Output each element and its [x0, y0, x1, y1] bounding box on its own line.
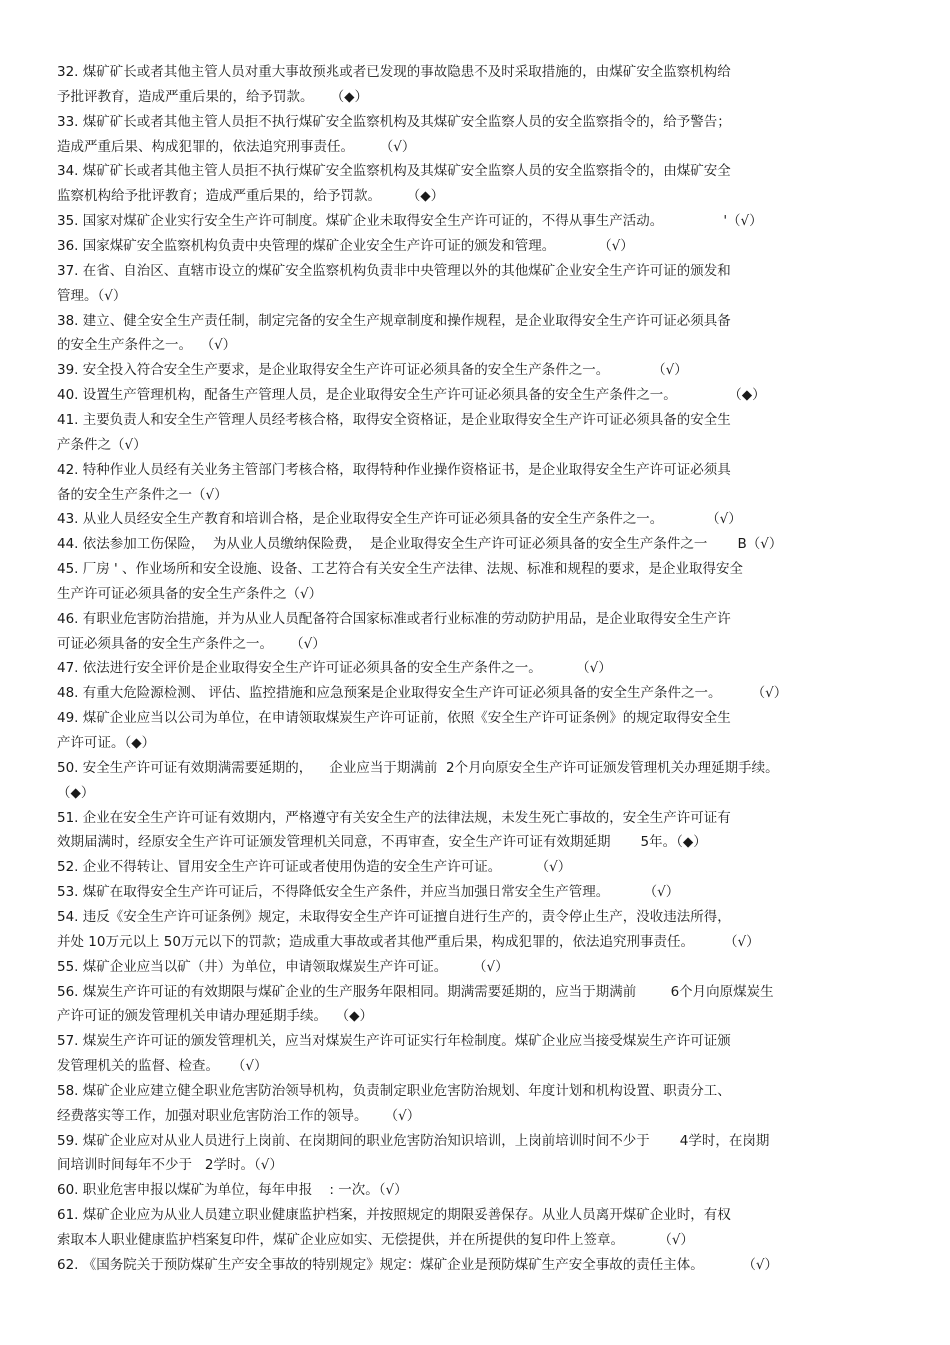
text-line: 的安全生产条件之一。 （√）	[57, 337, 237, 354]
text-line: 43. 从业人员经安全生产教育和培训合格，是企业取得安全生产许可证必须具备的安全生产条件之一。 （√）	[57, 511, 742, 528]
text-line: 产许可证。（◆）	[57, 735, 156, 751]
text-line: 并处 10万元以上 50万元以下的罚款；造成重大事故或者其他严重后果，构成犯罪的，依法追究刑事责任。 （√）	[57, 933, 760, 950]
text-line: 产许可证的颁发管理机关申请办理延期手续。 （◆）	[57, 1008, 373, 1025]
text-line: 54. 违反《安全生产许可证条例》规定，未取得安全生产许可证擅自进行生产的，责令停止生产，没收违法所得，	[57, 908, 731, 925]
text-line: 42. 特种作业人员经有关业务主管部门考核合格，取得特种作业操作资格证书，是企业取得安全生产许可证必须具	[57, 461, 731, 478]
text-line: 44. 依法参加工伤保险， 为从业人员缴纳保险费， 是企业取得安全生产许可证必须具备的安全生产条件之一 B（√）	[57, 536, 783, 553]
text-line: 55. 煤矿企业应当以矿（井）为单位，申请领取煤炭生产许可证。 （√）	[57, 958, 509, 975]
text-line: 47. 依法进行安全评价是企业取得安全生产许可证必须具备的安全生产条件之一。 （√）	[57, 660, 612, 677]
text-line: 34. 煤矿矿长或者其他主管人员拒不执行煤矿安全监察机构及其煤矿安全监察人员的安全监察指令的，由煤矿安全	[57, 163, 731, 180]
text-line: 61. 煤矿企业应为从业人员建立职业健康监护档案，并按照规定的期限妥善保存。从业人员离开煤矿企业时，有权	[57, 1207, 731, 1224]
text-line: 51. 企业在安全生产许可证有效期内，严格遵守有关安全生产的法律法规，未发生死亡事故的，安全生产许可证有	[57, 809, 731, 826]
text-line: 58. 煤矿企业应建立健全职业危害防治领导机构，负责制定职业危害防治规划、年度计划和机构设置、职责分工、	[57, 1082, 731, 1099]
text-line: 41. 主要负责人和安全生产管理人员经考核合格，取得安全资格证，是企业取得安全生产许可证必须具备的安全生	[57, 411, 731, 428]
text-line: 管理。（√）	[57, 287, 127, 304]
text-line: 49. 煤矿企业应当以公司为单位，在申请领取煤炭生产许可证前，依照《安全生产许可证条例》的规定取得安全生	[57, 710, 731, 727]
text-line: 46. 有职业危害防治措施，并为从业人员配备符合国家标准或者行业标准的劳动防护用品，是企业取得安全生产许	[57, 610, 731, 627]
text-line: 36. 国家煤矿安全监察机构负责中央管理的煤矿企业安全生产许可证的颁发和管理。 （√）	[57, 238, 634, 254]
text-line: （◆）	[57, 784, 95, 801]
text-line: 48. 有重大危险源检测、 评估、监控措施和应急预案是企业取得安全生产许可证必须具备的安全生产条件之一。 （√）	[57, 685, 788, 702]
text-line: 62. 《国务院关于预防煤矿生产安全事故的特别规定》规定：煤矿企业是预防煤矿生产安全事故的责任主体。 （√）	[57, 1256, 778, 1273]
text-line: 产条件之（√）	[57, 436, 147, 453]
text-line: 37. 在省、自治区、直辖市设立的煤矿安全监察机构负责非中央管理以外的其他煤矿企业安全生产许可证的颁发和	[57, 262, 731, 279]
text-line: 59. 煤矿企业应对从业人员进行上岗前、在岗期间的职业危害防治知识培训，上岗前培训时间不少于 4学时，在岗期	[57, 1132, 770, 1149]
text-line: 予批评教育，造成严重后果的，给予罚款。 （◆）	[57, 88, 369, 105]
text-line: 索取本人职业健康监护档案复印件，煤矿企业应如实、无偿提供，并在所提供的复印件上签章。 （√）	[57, 1232, 694, 1248]
text-line: 间培训时间每年不少于 2学时。（√）	[57, 1157, 283, 1174]
text-line: 35. 国家对煤矿企业实行安全生产许可制度。煤矿企业未取得安全生产许可证的，不得从事生产活动。 '（√）	[57, 213, 763, 230]
text-line: 33. 煤矿矿长或者其他主管人员拒不执行煤矿安全监察机构及其煤矿安全监察人员的安全监察指令的，给予警告；	[57, 113, 731, 130]
text-line: 38. 建立、健全安全生产责任制，制定完备的安全生产规章制度和操作规程，是企业取得安全生产许可证必须具备	[57, 312, 731, 329]
text-line: 52. 企业不得转让、冒用安全生产许可证或者使用伪造的安全生产许可证。 （√）	[57, 859, 572, 876]
text-line: 可证必须具备的安全生产条件之一。 （√）	[57, 635, 326, 652]
text-line: 60. 职业危害申报以煤矿为单位，每年申报 : 一次。（√）	[57, 1182, 408, 1199]
text-line: 监察机构给予批评教育；造成严重后果的，给予罚款。 （◆）	[57, 188, 445, 205]
text-line: 53. 煤矿在取得安全生产许可证后，不得降低安全生产条件，并应当加强日常安全生产管理。 （√）	[57, 884, 680, 901]
text-line: 效期届满时，经原安全生产许可证颁发管理机关同意，不再审查，安全生产许可证有效期延期 5年。（◆）	[57, 834, 707, 851]
text-line: 45. 厂房 ' 、作业场所和安全设施、设备、工艺符合有关安全生产法律、法规、标准和规程的要求，是企业取得安全	[57, 561, 744, 577]
text-line: 造成严重后果、构成犯罪的，依法追究刑事责任。 （√）	[57, 138, 416, 155]
text-line: 40. 设置生产管理机构，配备生产管理人员，是企业取得安全生产许可证必须具备的安全生产条件之一。 （◆）	[57, 387, 766, 404]
text-line: 生产许可证必须具备的安全生产条件之（√）	[57, 585, 323, 602]
text-line: 32. 煤矿矿长或者其他主管人员对重大事故预兆或者已发现的事故隐患不及时采取措施的，由煤矿安全监察机构给	[57, 64, 731, 80]
text-line: 经费落实等工作，加强对职业危害防治工作的领导。 （√）	[57, 1107, 421, 1124]
text-line: 57. 煤炭生产许可证的颁发管理机关，应当对煤炭生产许可证实行年检制度。煤矿企业应当接受煤炭生产许可证颁	[57, 1033, 731, 1050]
text-line: 备的安全生产条件之一（√）	[57, 486, 228, 503]
text-line: 56. 煤炭生产许可证的有效期限与煤矿企业的生产服务年限相同。期满需要延期的，应当于期满前 6个月向原煤炭生	[57, 983, 774, 1000]
text-line: 50. 安全生产许可证有效期满需要延期的， 企业应当于期满前 2个月向原安全生产许可证颁发管理机关办理延期手续。	[57, 759, 779, 776]
text-line: 39. 安全投入符合安全生产要求，是企业取得安全生产许可证必须具备的安全生产条件之一。 （√）	[57, 362, 688, 379]
text-line: 发管理机关的监督、检查。 （√）	[57, 1058, 268, 1074]
